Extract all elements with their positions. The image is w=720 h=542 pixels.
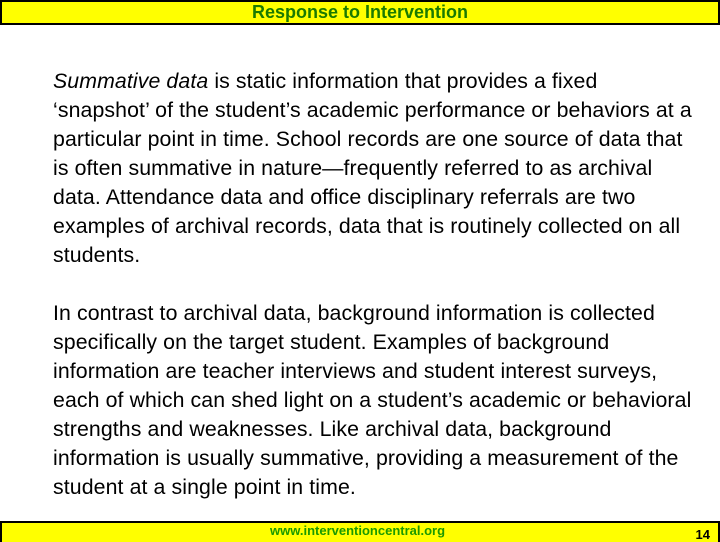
paragraph-background: In contrast to archival data, background information is collected specifically on the target student. Examples of background information are teacher interviews and student interest surveys, each of which can shed light on a student’s academic or behavioral strengths and weaknesses. Like archival data, background information is usually summative, providing a measurement of the student at a single point in time. [53,301,692,499]
page-number: 14 [695,527,710,542]
slide-footer-bar [0,521,720,542]
slide-body [53,67,693,502]
paragraph-summative [53,67,693,270]
paragraph-summative-text: is static information that provides a fixed ‘snapshot’ of the student’s academic performance or behaviors at a particular point in time. School records are one source of data that is often summative in nature—frequently referred to as archival data. Attendance data and office disciplinary referrals are two examples of archival records, data that is routinely collected on all students. [53,69,692,267]
slide-title-bar [0,0,720,25]
footer-url[interactable]: www.interventioncentral.org [270,523,446,538]
term-summative-data: Summative data [53,69,209,93]
slide-title: Response to Intervention [251,2,469,22]
